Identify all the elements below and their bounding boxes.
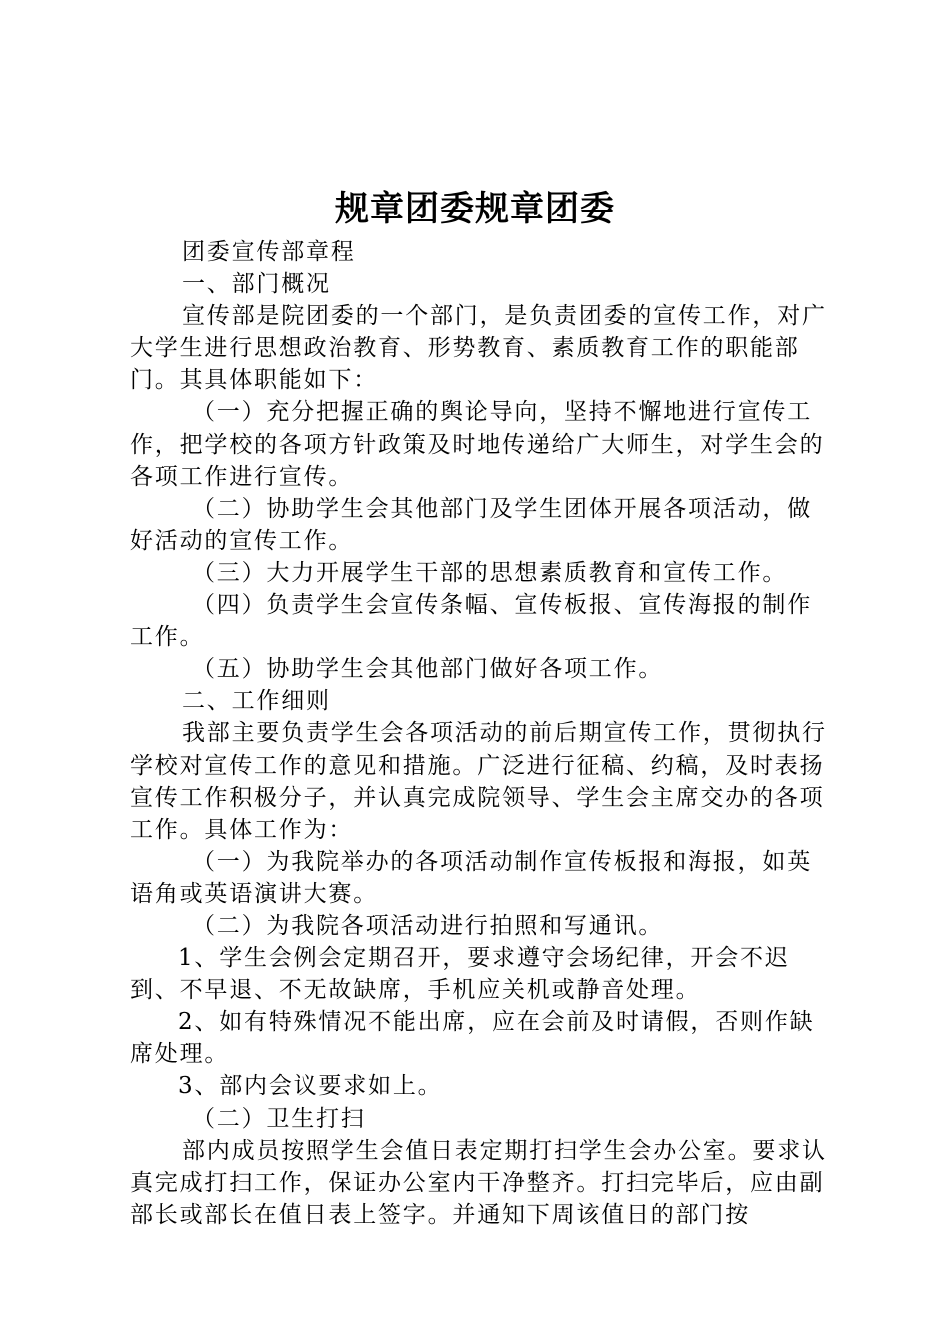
list-item: （二）协助学生会其他部门及学生团体开展各项活动，做好活动的宣传工作。	[130, 495, 812, 554]
list-item: （一）充分把握正确的舆论导向，坚持不懈地进行宣传工作，把学校的各项方针政策及时地传递给广大师生，对学生会的各项工作进行宣传。	[130, 399, 825, 490]
section-heading: （二）卫生打扫	[192, 1105, 366, 1132]
paragraph: 宣传部是院团委的一个部门，是负责团委的宣传工作，对广大学生进行思想政治教育、形势教育、素质教育工作的职能部门。其具体职能如下：	[130, 303, 827, 394]
list-item: 3、部内会议要求如上。	[178, 1073, 443, 1100]
list-item: （三）大力开展学生干部的思想素质教育和宣传工作。	[192, 559, 788, 586]
document-body	[130, 236, 830, 1231]
document-title: 规章团委规章团委	[335, 189, 615, 229]
paragraph: 团委宣传部章程	[182, 239, 356, 265]
paragraph: 部内成员按照学生会值日表定期打扫学生会办公室。要求认真完成打扫工作，保证办公室内干净整齐。打扫完毕后，应由副部长或部长在值日表上签字。并通知下周该值日的部门按	[130, 1137, 827, 1228]
list-item: （一）为我院举办的各项活动制作宣传板报和海报，如英语角或英语演讲大赛。	[130, 848, 812, 907]
paragraph: 我部主要负责学生会各项活动的前后期宣传工作，贯彻执行学校对宣传工作的意见和措施。广泛进行征稿、约稿，及时表扬宣传工作积极分子，并认真完成院领导、学生会主席交办的各项工作。具体工作为：	[130, 720, 827, 843]
list-item: 1、学生会例会定期召开，要求遵守会场纪律，开会不迟到、不早退、不无故缺席，手机应关机或静音处理。	[130, 945, 790, 1004]
list-item: （五）协助学生会其他部门做好各项工作。	[192, 656, 664, 683]
list-item: （四）负责学生会宣传条幅、宣传板报、宣传海报的制作工作。	[130, 592, 812, 651]
list-item: （二）为我院各项活动进行拍照和写通讯。	[192, 912, 664, 939]
section-heading: 一、部门概况	[182, 271, 331, 298]
list-item: 2、如有特殊情况不能出席，应在会前及时请假，否则作缺席处理。	[130, 1009, 815, 1068]
section-heading: 二、工作细则	[182, 688, 331, 715]
